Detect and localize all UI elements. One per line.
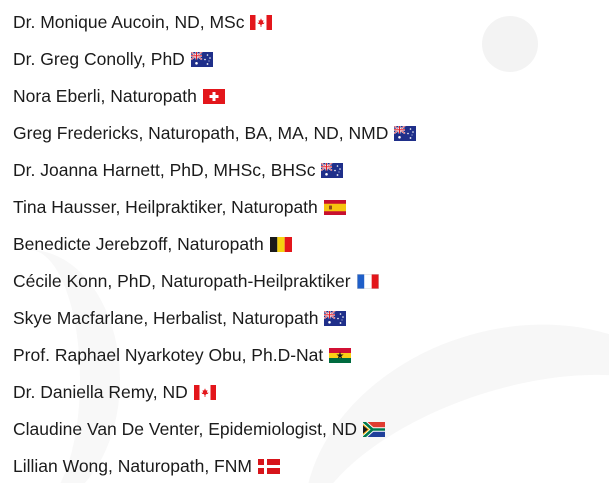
person-name: Dr. Daniella Remy, ND	[13, 382, 188, 402]
person-name: Greg Fredericks, Naturopath, BA, MA, ND, NMD	[13, 123, 389, 143]
list-item	[13, 4, 416, 41]
list-item	[13, 263, 416, 300]
person-name: Skye Macfarlane, Herbalist, Naturopath	[13, 308, 319, 328]
australia-flag-icon	[324, 311, 346, 326]
list-item	[13, 41, 416, 78]
list-item	[13, 374, 416, 411]
canada-flag-icon	[250, 15, 272, 30]
person-name: Dr. Joanna Harnett, PhD, MHSc, BHSc	[13, 160, 316, 180]
people-list	[13, 4, 416, 483]
belgium-flag-icon	[270, 237, 292, 252]
list-item	[13, 189, 416, 226]
australia-flag-icon	[321, 163, 343, 178]
canada-flag-icon	[194, 385, 216, 400]
person-name: Benedicte Jerebzoff, Naturopath	[13, 234, 264, 254]
list-item	[13, 152, 416, 189]
list-item	[13, 448, 416, 483]
list-item	[13, 78, 416, 115]
person-name: Nora Eberli, Naturopath	[13, 86, 197, 106]
person-name: Prof. Raphael Nyarkotey Obu, Ph.D-Nat	[13, 345, 324, 365]
list-item	[13, 226, 416, 263]
person-name: Lillian Wong, Naturopath, FNM	[13, 456, 252, 476]
person-name: Dr. Greg Conolly, PhD	[13, 49, 185, 69]
person-name: Cécile Konn, PhD, Naturopath-Heilpraktiker	[13, 271, 351, 291]
person-name: Claudine Van De Venter, Epidemiologist, ND	[13, 419, 358, 439]
list-item	[13, 115, 416, 152]
denmark-flag-icon	[258, 459, 280, 474]
australia-flag-icon	[394, 126, 416, 141]
ghana-flag-icon	[329, 348, 351, 363]
australia-flag-icon	[191, 52, 213, 67]
france-flag-icon	[357, 274, 379, 289]
list-item	[13, 411, 416, 448]
south-africa-flag-icon	[363, 422, 385, 437]
person-name: Dr. Monique Aucoin, ND, MSc	[13, 12, 245, 32]
watermark-circle	[482, 16, 538, 72]
switzerland-flag-icon	[203, 89, 225, 104]
person-name: Tina Hausser, Heilpraktiker, Naturopath	[13, 197, 318, 217]
list-item	[13, 300, 416, 337]
list-item	[13, 337, 416, 374]
spain-flag-icon	[324, 200, 346, 215]
